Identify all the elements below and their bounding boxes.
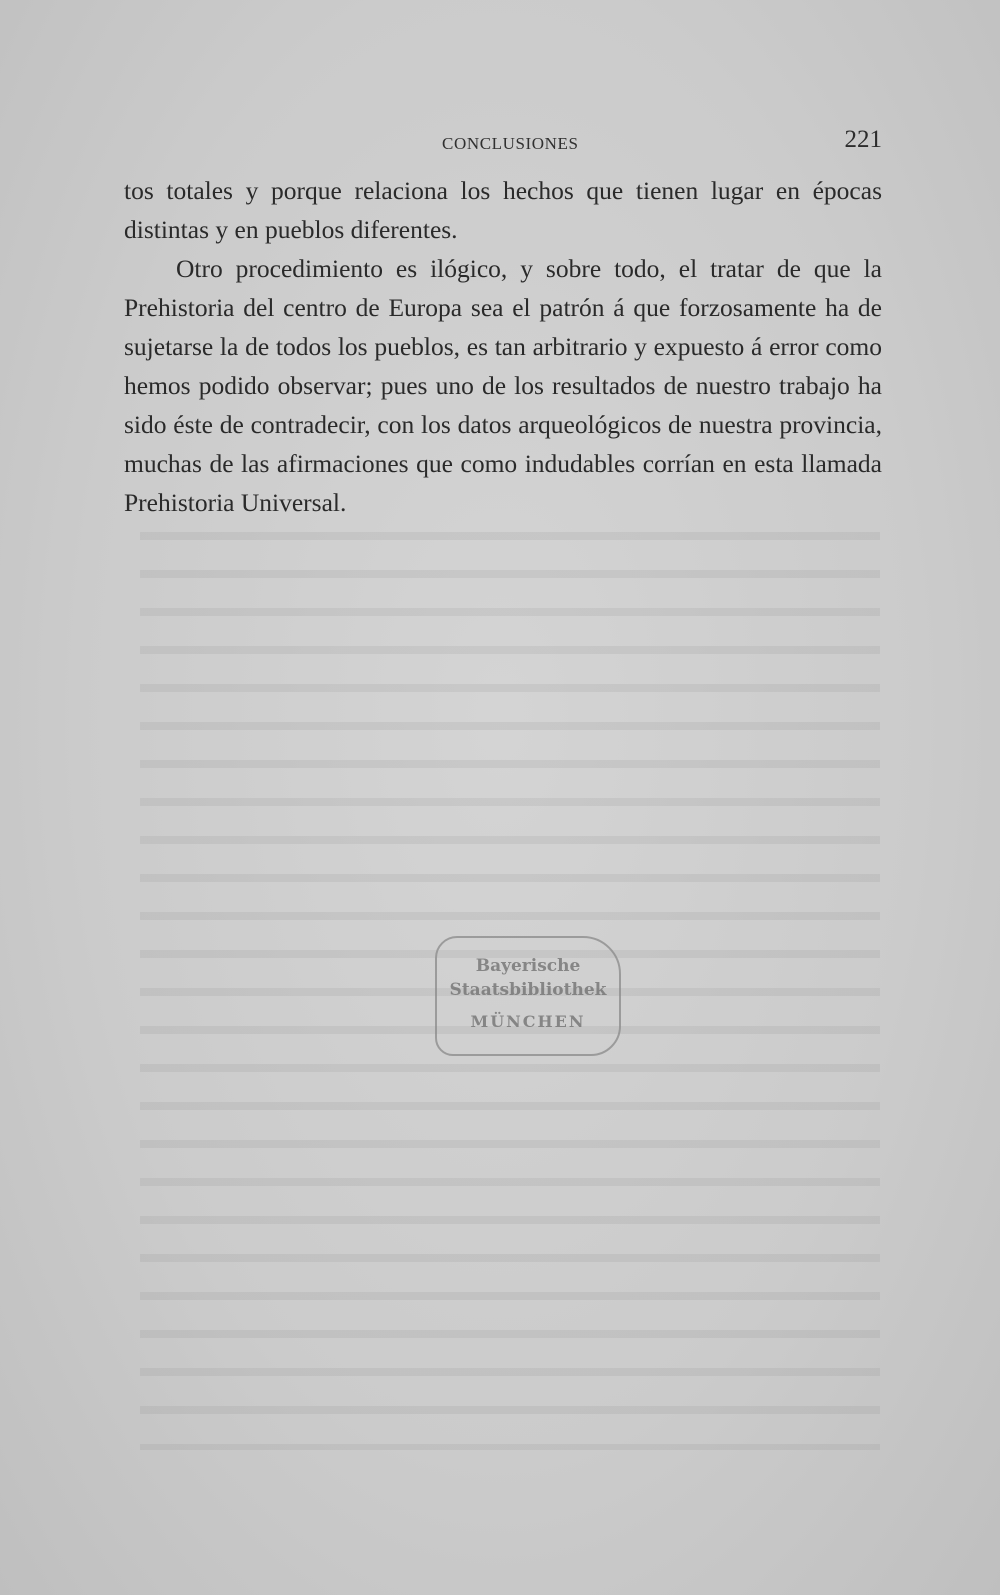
- stamp-line-2: Staatsbibliothek: [449, 980, 607, 1000]
- stamp-line-1: Bayerische: [475, 956, 581, 976]
- stamp-line-3: MÜNCHEN: [470, 1012, 586, 1031]
- running-header: [126, 126, 882, 166]
- body-text: [124, 171, 882, 522]
- paragraph-2: Otro procedimiento es ilógico, y sobre todo, el tratar de que la Prehistoria del centro de Europa sea el patrón á que forzosamente ha de sujetarse la de todos los pueblos, es tan arbitrario y expuesto á error como hemos podido observar; pues uno de los resultados de nuestro trabajo ha sido éste de contradecir, con los datos arqueológicos de nuestra provincia, muchas de las afirmaciones que como indudables corrían en esta llamada Prehistoria Universal.: [124, 254, 882, 517]
- paragraph-1: tos totales y porque relaciona los hechos que tienen lugar en épocas distintas y en pueblos diferentes.: [124, 176, 882, 244]
- page-number: 221: [844, 126, 882, 153]
- running-title: CONCLUSIONES: [442, 134, 579, 153]
- library-stamp: [435, 936, 621, 1056]
